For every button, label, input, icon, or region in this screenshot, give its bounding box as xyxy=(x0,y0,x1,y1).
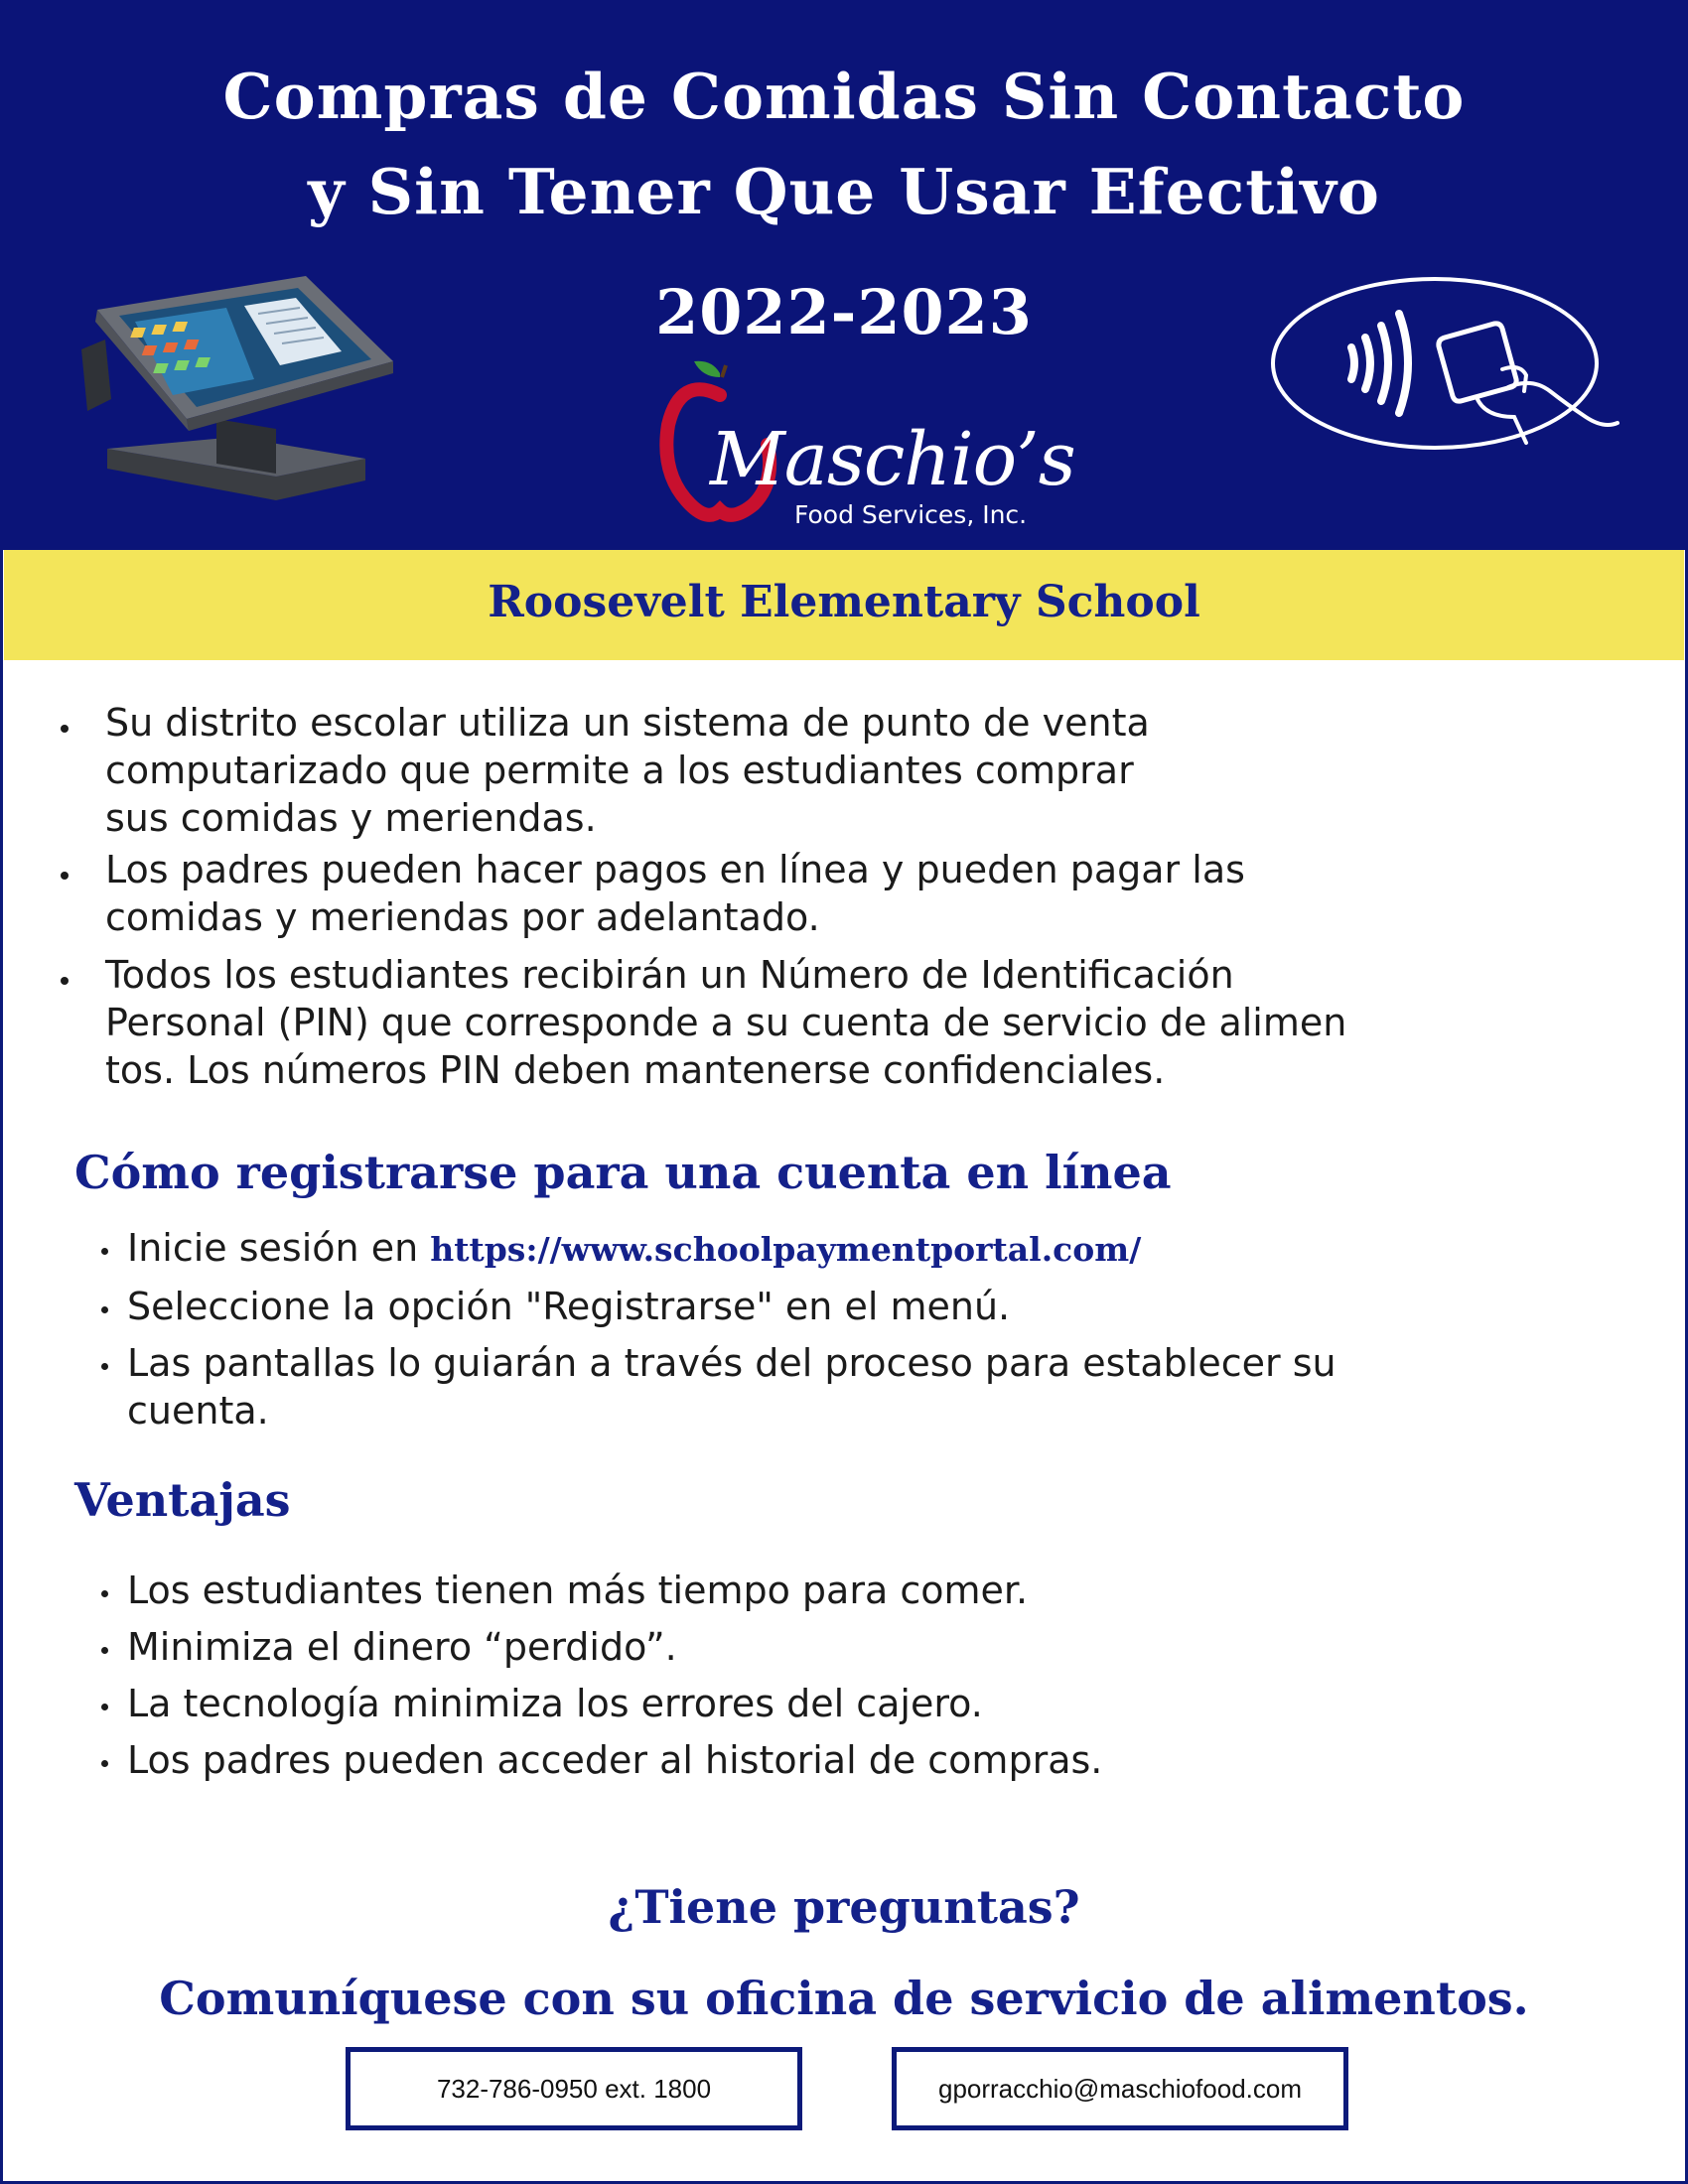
school-name: Roosevelt Elementary School xyxy=(488,577,1200,627)
pos-terminal-icon xyxy=(77,270,405,526)
register-step: Seleccione la opción "Registrarse" en el menú. xyxy=(127,1285,1011,1328)
phone-number[interactable]: 732-786-0950 ext. 1800 xyxy=(436,2073,712,2104)
benefit-text: Minimiza el dinero “perdido”. xyxy=(127,1625,677,1669)
bullet-icon xyxy=(101,1590,108,1597)
intro-list xyxy=(105,699,1615,1094)
bullet-icon xyxy=(101,1647,108,1654)
intro-line: computarizado que permite a los estudiantes comprar xyxy=(105,749,1134,792)
email-box xyxy=(892,2047,1348,2130)
title-line-1: Compras de Comidas Sin Contacto xyxy=(222,60,1466,133)
benefits-heading: Ventajas xyxy=(74,1473,291,1527)
school-year: 2022-2023 xyxy=(655,276,1033,348)
bullet-icon xyxy=(61,872,69,880)
bullet-icon xyxy=(101,1248,108,1255)
benefit-text: Los estudiantes tienen más tiempo para comer. xyxy=(127,1569,1029,1612)
list-item xyxy=(105,951,1615,1094)
list-item xyxy=(127,1680,1617,1727)
list-item xyxy=(127,1224,1617,1274)
bullet-icon xyxy=(61,725,69,733)
phone-box xyxy=(346,2047,802,2130)
intro-line: Personal (PIN) que corresponde a su cuenta de servicio de alimen xyxy=(105,1001,1347,1044)
logo-subtitle: Food Services, Inc. xyxy=(794,500,1028,529)
register-step: Las pantallas lo guiarán a través del proceso para establecer su xyxy=(127,1341,1336,1385)
intro-line: sus comidas y meriendas. xyxy=(105,796,597,840)
intro-line: Su distrito escolar utiliza un sistema de punto de venta xyxy=(105,701,1150,745)
title-line-2: y Sin Tener Que Usar Efectivo xyxy=(308,155,1380,228)
bullet-icon xyxy=(101,1306,108,1313)
list-item xyxy=(127,1567,1617,1614)
payment-portal-link[interactable]: https://www.schoolpaymentportal.com/ xyxy=(430,1230,1142,1269)
login-prefix: Inicie sesión en xyxy=(127,1226,431,1270)
benefit-text: Los padres pueden acceder al historial de compras. xyxy=(127,1738,1103,1782)
register-heading: Cómo registrarse para una cuenta en línea xyxy=(74,1146,1172,1199)
contactless-payment-icon xyxy=(1266,268,1623,457)
bullet-icon xyxy=(61,977,69,985)
intro-line: Todos los estudiantes recibirán un Número de Identificación xyxy=(105,953,1234,997)
intro-line: Los padres pueden hacer pagos en línea y pueden pagar las xyxy=(105,848,1245,891)
list-item xyxy=(127,1623,1617,1671)
register-steps xyxy=(127,1224,1617,1443)
school-banner xyxy=(4,550,1684,660)
list-item xyxy=(127,1283,1617,1330)
questions-heading: ¿Tiene preguntas? xyxy=(608,1880,1080,1934)
intro-line: comidas y meriendas por adelantado. xyxy=(105,895,820,939)
list-item xyxy=(105,699,1615,842)
header-banner xyxy=(0,0,1688,550)
email-address[interactable]: gporracchio@maschiofood.com xyxy=(937,2073,1302,2104)
register-step: cuenta. xyxy=(127,1389,269,1433)
list-item xyxy=(127,1339,1617,1434)
benefit-text: La tecnología minimiza los errores del cajero. xyxy=(127,1682,983,1725)
list-item xyxy=(127,1736,1617,1784)
bullet-icon xyxy=(101,1363,108,1370)
logo-name: Maschio’s xyxy=(710,417,1075,502)
list-item xyxy=(105,846,1615,941)
intro-line: tos. Los números PIN deben mantenerse confidenciales. xyxy=(105,1048,1166,1092)
bullet-icon xyxy=(101,1704,108,1710)
bullet-icon xyxy=(101,1760,108,1767)
benefits-list xyxy=(127,1567,1617,1793)
maschios-logo xyxy=(650,355,1075,534)
contact-call-to-action: Comuníquese con su oficina de servicio de alimentos. xyxy=(159,1972,1529,2025)
